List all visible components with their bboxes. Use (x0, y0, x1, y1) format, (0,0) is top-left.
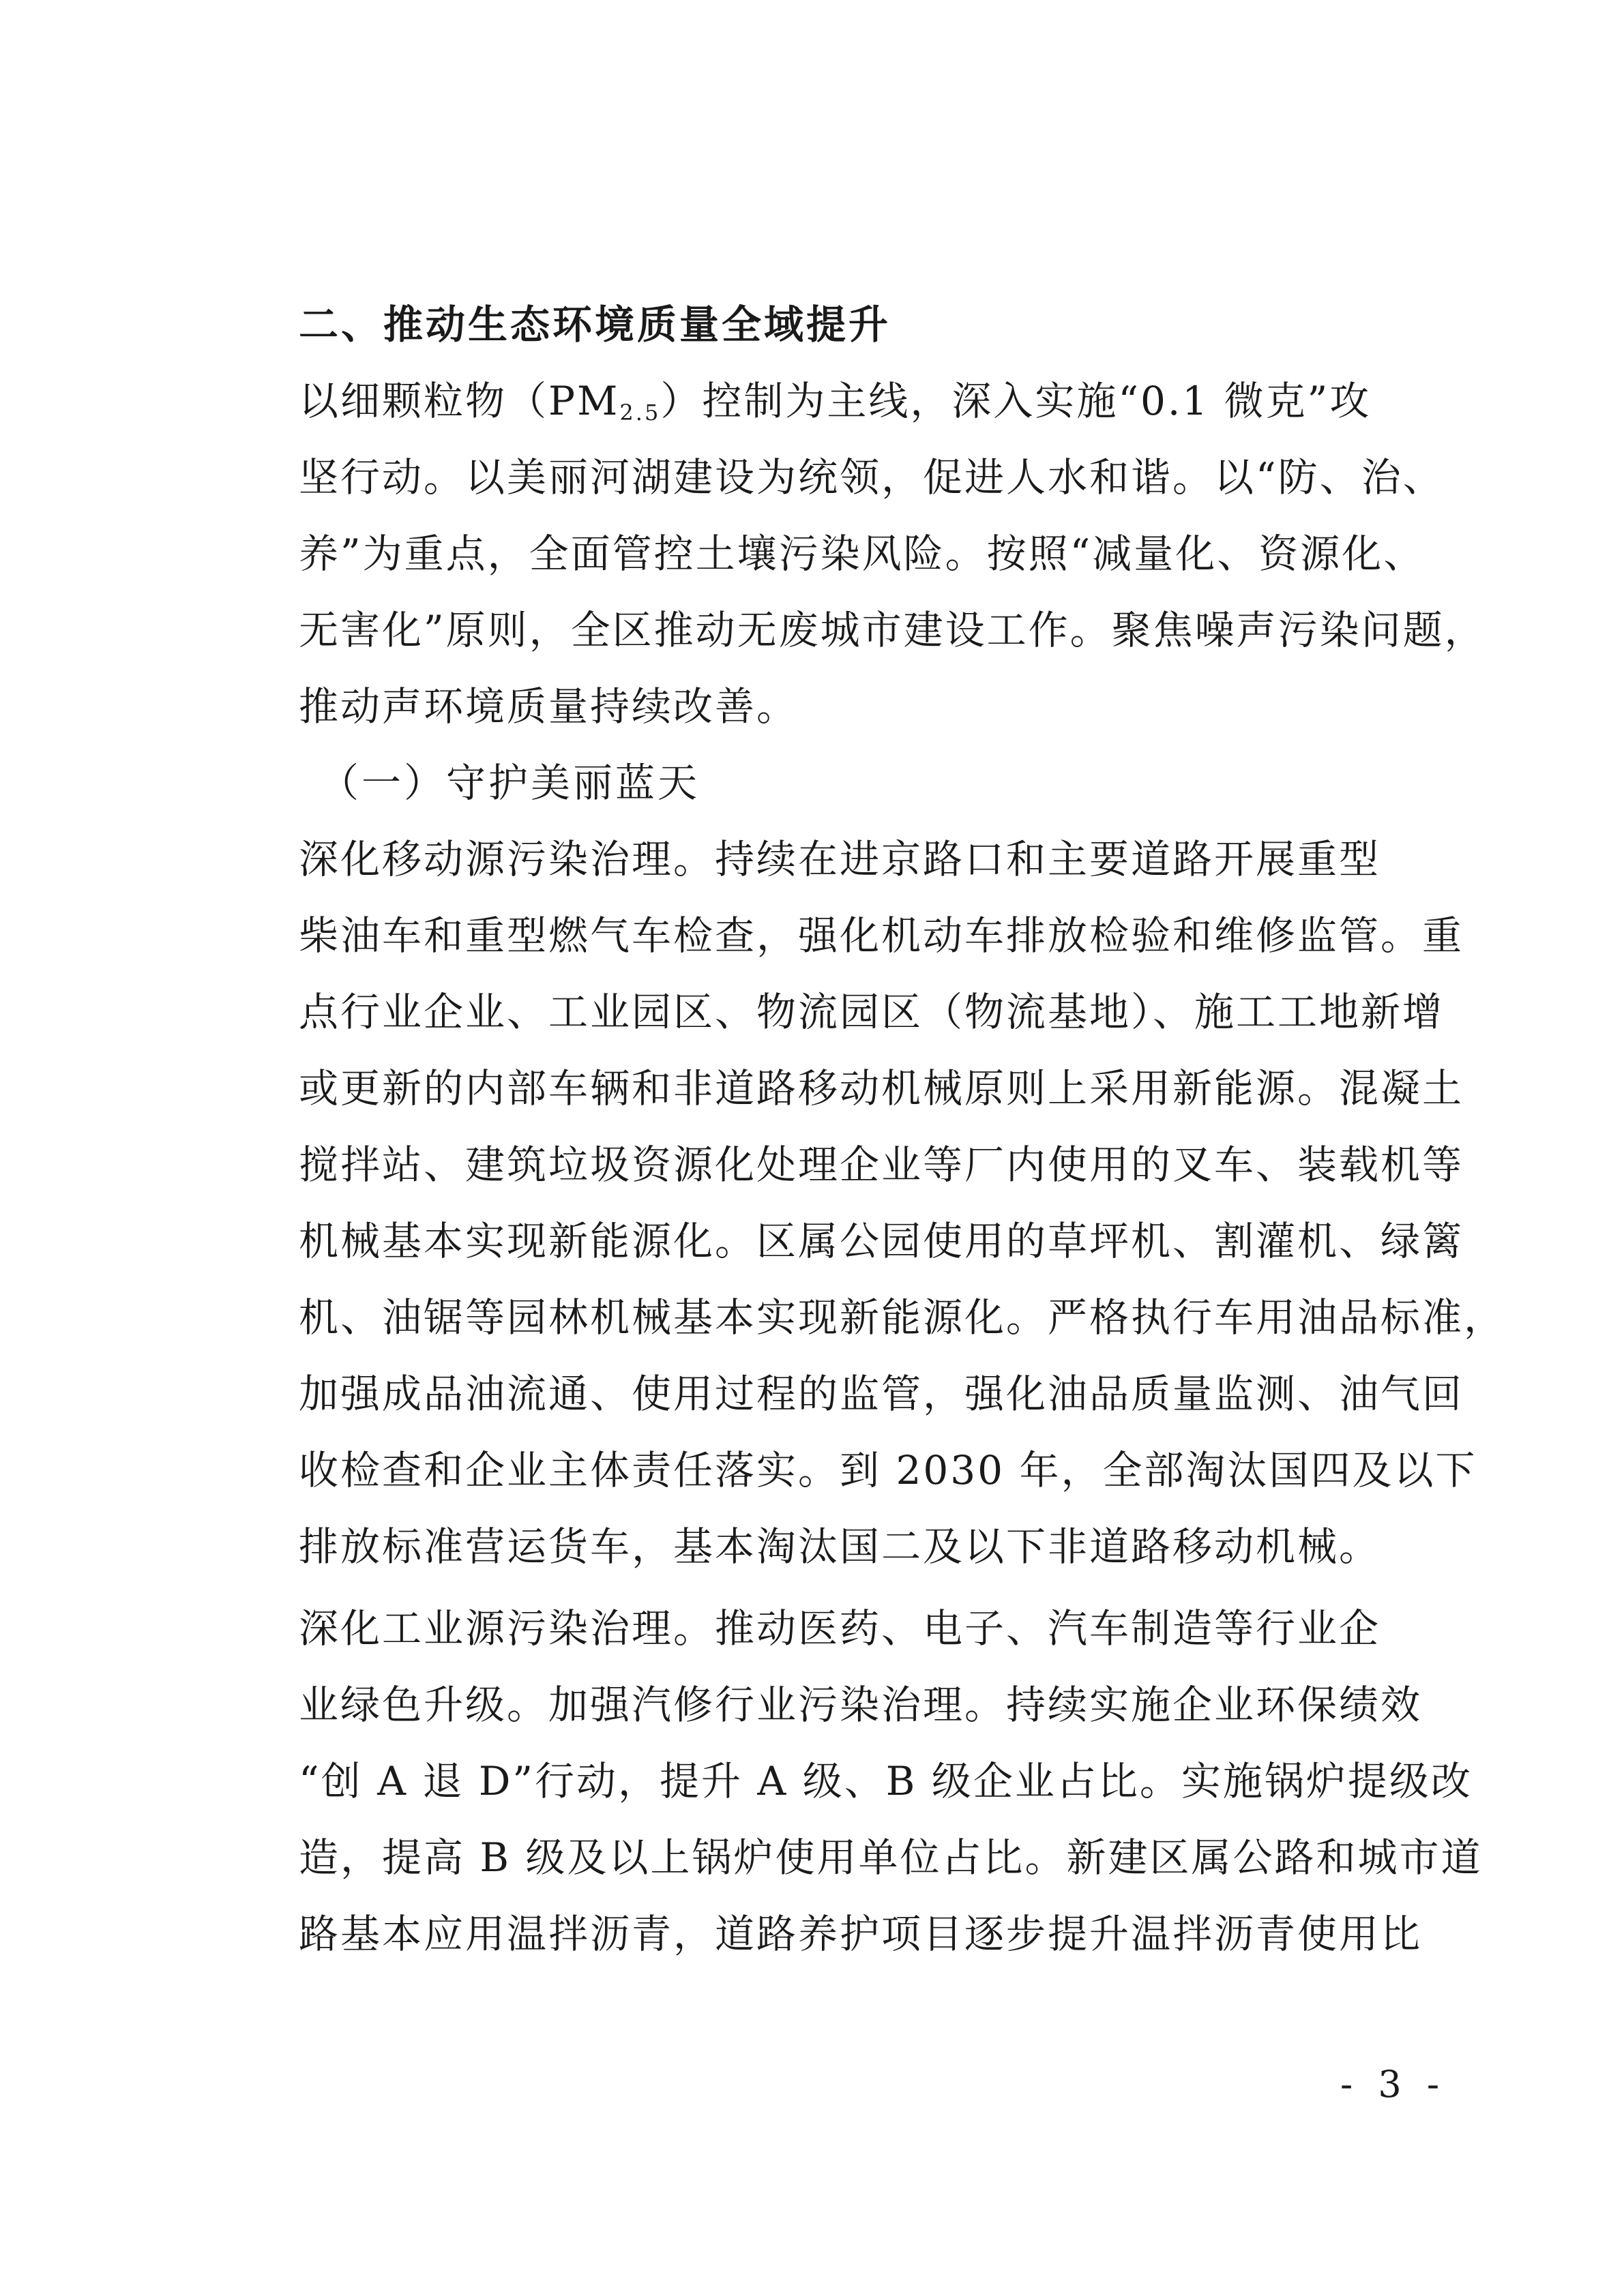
paragraph-line: 造，提高 B 级及以上锅炉使用单位占比。新建区属公路和城市道 (299, 1834, 1483, 1881)
intro-line-1-a: 以细颗粒物（PM (299, 378, 620, 424)
paragraph-line: 或更新的内部车辆和非道路移动机械原则上采用新能源。混凝土 (299, 1065, 1464, 1112)
paragraph-line: 点行业企业、工业园区、物流园区（物流基地）、施工工地新增 (299, 989, 1445, 1035)
intro-line: 养”为重点，全面管控土壤污染风险。按照“减量化、资源化、 (299, 531, 1426, 577)
paragraph-line: 机、油锯等园林机械基本实现新能源化。严格执行车用油品标准， (299, 1294, 1506, 1341)
intro-line: 推动声环境质量持续改善。 (299, 683, 799, 730)
section-heading: 二、推动生态环境质量全域提升 (299, 301, 891, 348)
subsection-heading: （一）守护美丽蓝天 (319, 760, 700, 806)
paragraph-line: 深化移动源污染治理。持续在进京路口和主要道路开展重型 (299, 836, 1381, 882)
paragraph-line: 搅拌站、建筑垃圾资源化处理企业等厂内使用的叉车、装载机等 (299, 1142, 1464, 1188)
paragraph-line: 路基本应用温拌沥青，道路养护项目逐步提升温拌沥青使用比 (299, 1911, 1423, 1957)
mobile-source-paragraph (299, 821, 1506, 1585)
document-body (299, 286, 1506, 1972)
paragraph-line: 深化工业源污染治理。推动医药、电子、汽车制造等行业企 (299, 1605, 1381, 1652)
intro-line-1-b: ）控制为主线，深入实施“0.1 微克”攻 (660, 378, 1372, 424)
industry-source-paragraph (299, 1590, 1483, 1972)
paragraph-line: “创 A 退 D”行动，提升 A 级、B 级企业占比。实施锅炉提级改 (299, 1758, 1473, 1804)
paragraph-line: 排放标准营运货车，基本淘汰国二及以下非道路移动机械。 (299, 1523, 1381, 1570)
intro-line-1 (299, 363, 1417, 439)
paragraph-line: 收检查和企业主体责任落实。到 2030 年，全部淘汰国四及以下 (299, 1447, 1477, 1493)
paragraph-line: 机械基本实现新能源化。区属公园使用的草坪机、割灌机、绿篱 (299, 1218, 1464, 1264)
intro-line: 无害化”原则，全区推动无废城市建设工作。聚焦噪声污染问题， (299, 607, 1486, 653)
paragraph-line: 业绿色升级。加强汽修行业污染治理。持续实施企业环保绩效 (299, 1682, 1423, 1728)
paragraph-line: 柴油车和重型燃气车检查，强化机动车排放检验和维修监管。重 (299, 912, 1464, 959)
paragraph-line: 加强成品油流通、使用过程的监管，强化油品质量监测、油气回 (299, 1371, 1464, 1417)
intro-paragraph (299, 363, 1486, 745)
pm-subscript: 2.5 (619, 400, 661, 426)
intro-line: 坚行动。以美丽河湖建设为统领，促进人水和谐。以“防、治、 (299, 454, 1445, 501)
page-number: - 3 - (1340, 2063, 1447, 2106)
